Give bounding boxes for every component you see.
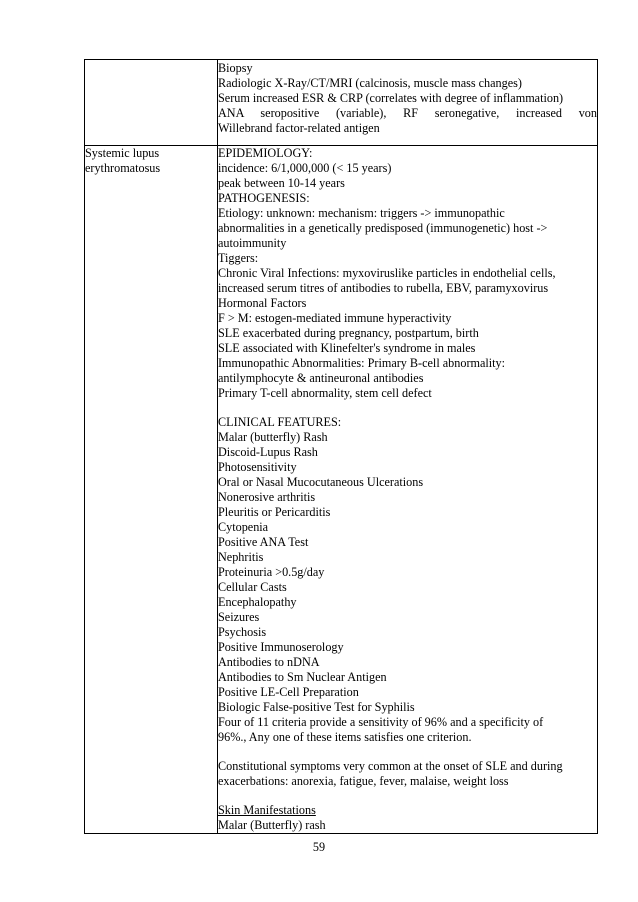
disease-details-cell bbox=[218, 146, 598, 834]
page-number: 59 bbox=[312, 840, 326, 854]
table-row bbox=[85, 60, 598, 146]
disease-name-cell bbox=[85, 146, 218, 834]
detail-line: Proteinuria >0.5g/day bbox=[218, 565, 325, 579]
disease-name-cell bbox=[85, 60, 218, 146]
disease-name-line: Systemic lupus bbox=[85, 146, 160, 160]
detail-line: increased serum titres of antibodies to rubella, EBV, paramyxovirus bbox=[218, 281, 549, 295]
detail-line: Positive Immunoserology bbox=[218, 640, 344, 654]
skin-manifestations-section bbox=[218, 803, 597, 833]
detail-line: Antibodies to nDNA bbox=[218, 655, 320, 669]
detail-line: Constitutional symptoms very common at the onset of SLE and during bbox=[218, 759, 563, 773]
detail-line: antilymphocyte & antineuronal antibodies bbox=[218, 371, 424, 385]
detail-line: Cellular Casts bbox=[218, 580, 287, 594]
detail-line: Nephritis bbox=[218, 550, 264, 564]
detail-line: PATHOGENESIS: bbox=[218, 191, 310, 205]
detail-line: exacerbations: anorexia, fatigue, fever, malaise, weight loss bbox=[218, 774, 509, 788]
detail-line: Primary T-cell abnormality, stem cell defect bbox=[218, 386, 432, 400]
detail-line: Chronic Viral Infections: myxoviruslike particles in endothelial cells, bbox=[218, 266, 556, 280]
constitutional-symptoms-section bbox=[218, 759, 597, 789]
detail-line: incidence: 6/1,000,000 (< 15 years) bbox=[218, 161, 392, 175]
clinical-features-section bbox=[218, 415, 597, 745]
detail-line: SLE associated with Klinefelter's syndrome in males bbox=[218, 341, 476, 355]
detail-line: Biologic False-positive Test for Syphilis bbox=[218, 700, 415, 714]
detail-line: Discoid-Lupus Rash bbox=[218, 445, 318, 459]
detail-line: Positive ANA Test bbox=[218, 535, 309, 549]
paragraph-gap bbox=[218, 401, 597, 415]
detail-line: Radiologic X-Ray/CT/MRI (calcinosis, muscle mass changes) bbox=[218, 76, 522, 90]
skin-manifestations-heading: Skin Manifestations bbox=[218, 803, 316, 817]
detail-line: SLE exacerbated during pregnancy, postpartum, birth bbox=[218, 326, 479, 340]
detail-line: Tiggers: bbox=[218, 251, 259, 265]
detail-line: Malar (butterfly) Rash bbox=[218, 430, 328, 444]
detail-line: Four of 11 criteria provide a sensitivity of 96% and a specificity of bbox=[218, 715, 544, 729]
detail-line: Pleuritis or Pericarditis bbox=[218, 505, 331, 519]
detail-line: Positive LE-Cell Preparation bbox=[218, 685, 359, 699]
detail-line: abnormalities in a genetically predisposed (immunogenetic) host -> bbox=[218, 221, 548, 235]
detail-line: Hormonal Factors bbox=[218, 296, 307, 310]
document-table bbox=[84, 59, 598, 834]
detail-line: EPIDEMIOLOGY: bbox=[218, 146, 313, 160]
detail-line: F > M: estogen-mediated immune hyperactivity bbox=[218, 311, 452, 325]
detail-line: autoimmunity bbox=[218, 236, 287, 250]
detail-line: Oral or Nasal Mucocutaneous Ulcerations bbox=[218, 475, 424, 489]
detail-line: Immunopathic Abnormalities: Primary B-cell abnormality: bbox=[218, 356, 506, 370]
detail-line: Antibodies to Sm Nuclear Antigen bbox=[218, 670, 387, 684]
detail-line: Biopsy bbox=[218, 61, 253, 75]
detail-line: Serum increased ESR & CRP (correlates with degree of inflammation) bbox=[218, 91, 564, 105]
epidemiology-pathogenesis-section bbox=[218, 146, 597, 401]
detail-line: Nonerosive arthritis bbox=[218, 490, 316, 504]
paragraph-gap bbox=[218, 789, 597, 803]
detail-line: ANA seropositive (variable), RF seronegative, increased von bbox=[218, 106, 597, 120]
disease-name-line: erythromatosus bbox=[85, 161, 161, 175]
detail-line: peak between 10-14 years bbox=[218, 176, 345, 190]
detail-line: Cytopenia bbox=[218, 520, 269, 534]
detail-line: Etiology: unknown: mechanism: triggers -> immunopathic bbox=[218, 206, 505, 220]
detail-line: 96%., Any one of these items satisfies one criterion. bbox=[218, 730, 472, 744]
disease-details-cell bbox=[218, 60, 598, 146]
detail-line: Malar (Butterfly) rash bbox=[218, 818, 326, 832]
detail-line: Willebrand factor-related antigen bbox=[218, 121, 380, 135]
paragraph-gap bbox=[218, 745, 597, 759]
detail-line: Psychosis bbox=[218, 625, 267, 639]
table-row bbox=[85, 146, 598, 834]
detail-line: Photosensitivity bbox=[218, 460, 297, 474]
detail-line: CLINICAL FEATURES: bbox=[218, 415, 342, 429]
detail-line: Seizures bbox=[218, 610, 260, 624]
detail-line: Encephalopathy bbox=[218, 595, 297, 609]
